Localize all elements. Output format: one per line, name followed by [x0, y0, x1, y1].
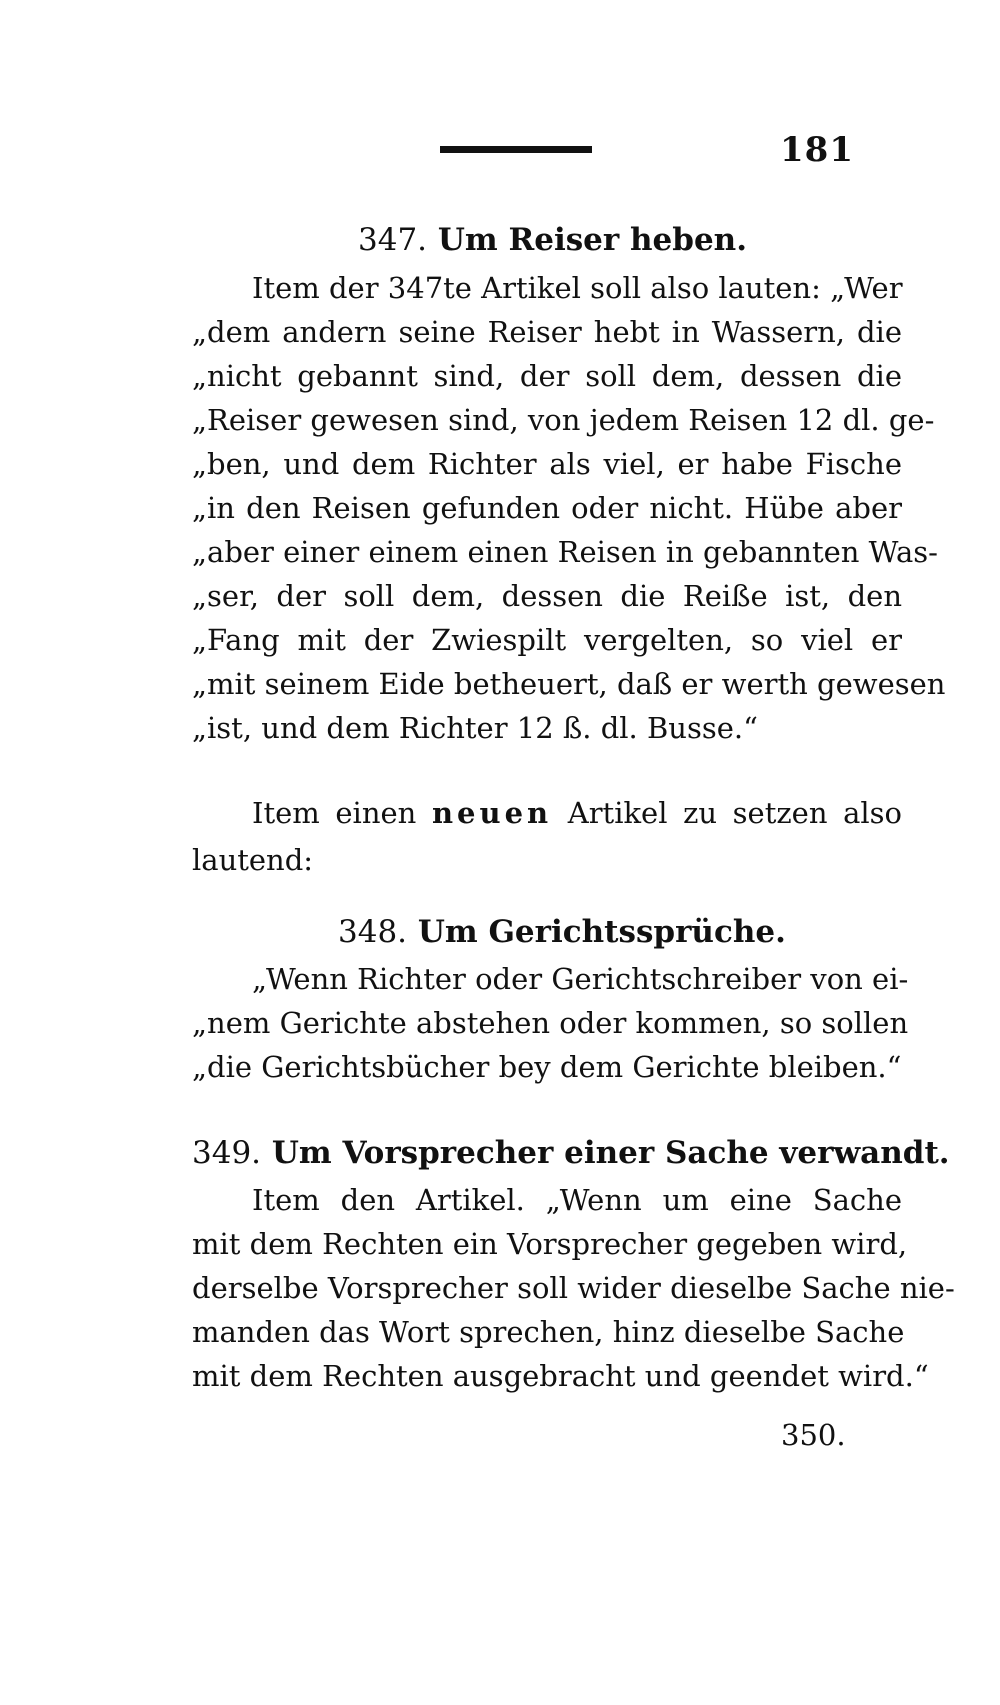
- section-title: Um Reiser heben.: [437, 222, 748, 258]
- section-347-heading: [358, 222, 747, 258]
- text-line: Item der 347te Artikel soll also lauten: „Wer: [252, 271, 903, 305]
- section-title: Um Vorsprecher einer Sache verwandt.: [271, 1135, 950, 1171]
- section-number: 348.: [338, 914, 408, 950]
- section-number: 349.: [192, 1135, 262, 1171]
- page-number: 181: [780, 130, 854, 170]
- intro-line: lautend:: [192, 843, 314, 877]
- text-line: „die Gerichtsbücher bey dem Gerichte bleiben.“: [192, 1050, 902, 1084]
- text-line: „nem Gerichte abstehen oder kommen, so sollen: [192, 1006, 909, 1040]
- text-line: „nicht gebannt sind, der soll dem, dessen die: [192, 359, 902, 393]
- intro-line: [252, 796, 902, 830]
- header-rule: [440, 146, 592, 153]
- text-line: „ist, und dem Richter 12 ß. dl. Busse.“: [192, 711, 758, 745]
- text-line: „mit seinem Eide betheuert, daß er werth gewesen: [192, 667, 946, 701]
- text-line: „ser, der soll dem, dessen die Reiße ist, den: [192, 579, 902, 613]
- section-title: Um Gerichtssprüche.: [417, 914, 786, 950]
- intro-text: Item einen: [252, 796, 417, 830]
- text-line: „Fang mit der Zwiespilt vergelten, so viel er: [192, 623, 902, 657]
- text-line: „Wenn Richter oder Gerichtschreiber von ei-: [252, 962, 909, 996]
- section-349-heading: [192, 1135, 950, 1171]
- text-line: „aber einer einem einen Reisen in gebannten Was-: [192, 535, 938, 569]
- emphasized-word: neuen: [431, 796, 553, 830]
- section-number: 347.: [358, 222, 428, 258]
- text-line: „in den Reisen gefunden oder nicht. Hübe aber: [192, 491, 902, 525]
- text-line: „dem andern seine Reiser hebt in Wassern, die: [192, 315, 902, 349]
- text-line: „Reiser gewesen sind, von jedem Reisen 12 dl. ge-: [192, 403, 935, 437]
- text-line: „ben, und dem Richter als viel, er habe Fische: [192, 447, 902, 481]
- text-line: derselbe Vorsprecher soll wider dieselbe Sache nie-: [192, 1271, 955, 1305]
- text-line: Item den Artikel. „Wenn um eine Sache: [252, 1183, 902, 1217]
- catchword: 350.: [781, 1418, 846, 1452]
- intro-text: Artikel zu setzen also: [567, 796, 903, 830]
- text-line: mit dem Rechten ausgebracht und geendet wird.“: [192, 1359, 929, 1393]
- text-line: manden das Wort sprechen, hinz dieselbe Sache: [192, 1315, 905, 1349]
- text-line: mit dem Rechten ein Vorsprecher gegeben wird,: [192, 1227, 908, 1261]
- section-348-heading: [338, 914, 786, 950]
